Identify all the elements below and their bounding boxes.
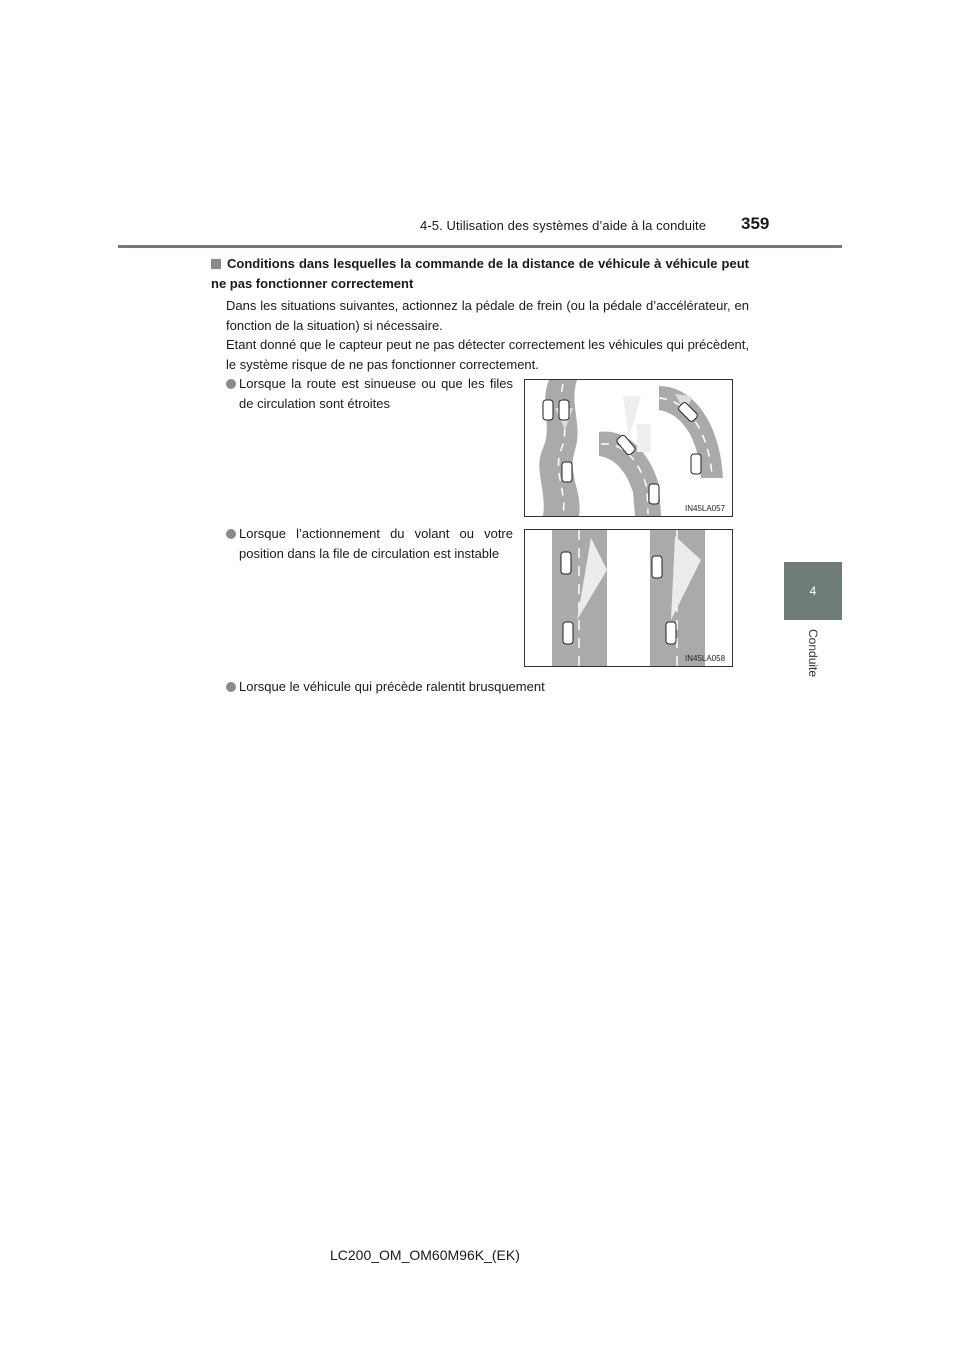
round-bullet-icon — [226, 682, 236, 692]
chapter-label — [784, 625, 842, 695]
page-number: 359 — [741, 214, 770, 233]
paragraph-brake-advice: Dans les situations suivantes, actionnez la pédale de frein (ou la pédale d’accélérateur, en fonction de la situation) si nécessaire. — [226, 298, 749, 333]
list-item-text: Lorsque le véhicule qui précède ralentit brusquement — [239, 679, 545, 694]
chapter-tab — [784, 562, 842, 620]
figure-winding-roads — [524, 379, 733, 517]
round-bullet-icon — [226, 529, 236, 539]
figure-code: IN45LA058 — [685, 654, 726, 663]
chapter-number: 4 — [809, 584, 817, 598]
winding-roads-illustration — [525, 380, 732, 516]
list-item — [226, 374, 513, 414]
unstable-lane-illustration — [525, 530, 732, 666]
square-bullet-icon — [211, 259, 221, 269]
chapter-label-text: Conduite — [806, 629, 820, 678]
paragraph-sensor-note: Etant donné que le capteur peut ne pas détecter correctement les véhicules qui précèdent, le système risque de ne pas fonctionner correctement. — [226, 337, 749, 372]
list-item-text: Lorsque l’actionnement du volant ou votre position dans la file de circulation est instable — [239, 526, 513, 561]
section-heading-text: Conditions dans lesquelles la commande de la distance de véhicule à véhicule peut ne pas fonctionner correctement — [211, 256, 749, 291]
list-item — [226, 524, 513, 564]
section-heading — [211, 254, 749, 294]
list-item — [226, 677, 746, 697]
document-code: LC200_OM_OM60M96K_(EK) — [330, 1247, 520, 1263]
round-bullet-icon — [226, 379, 236, 389]
header-divider — [118, 245, 842, 248]
figure-unstable-lane — [524, 529, 733, 667]
figure-code: IN45LA057 — [685, 504, 726, 513]
list-item-text: Lorsque la route est sinueuse ou que les files de circulation sont étroites — [239, 376, 513, 411]
header-section-title: 4-5. Utilisation des systèmes d’aide à la conduite — [420, 218, 707, 233]
